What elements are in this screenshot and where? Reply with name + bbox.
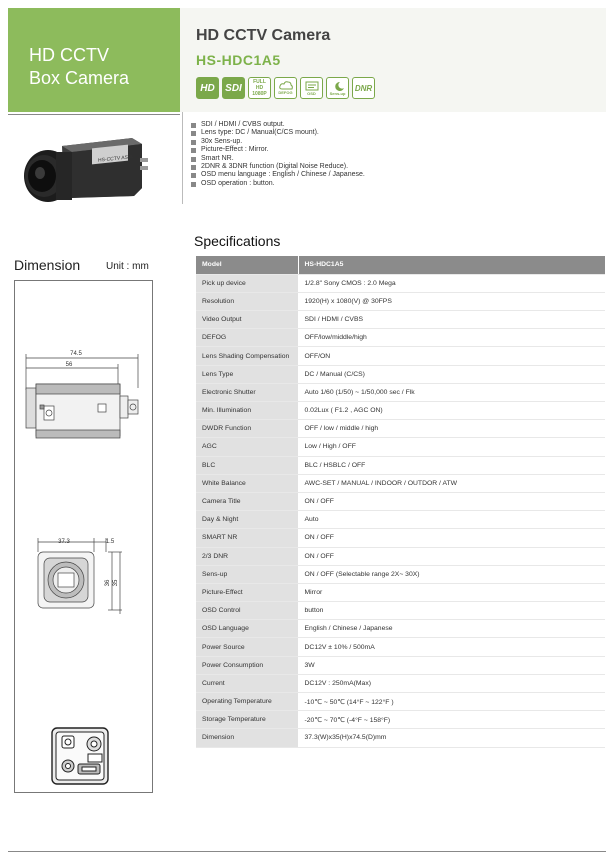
- dimension-title: Dimension: [14, 257, 81, 273]
- side-overall-label: 74.5: [70, 351, 82, 357]
- spec-key: Dimension: [196, 729, 298, 747]
- spec-key: DWDR Function: [196, 420, 298, 438]
- product-header: [180, 8, 606, 112]
- feature-item: 30x Sens-up.: [190, 138, 365, 146]
- feature-item: OSD operation : button.: [190, 180, 365, 188]
- table-row: [196, 674, 605, 692]
- spec-value: BLC / HSBLC / OFF: [298, 456, 605, 474]
- table-row: [196, 511, 605, 529]
- spec-value: 1/2.8" Sony CMOS : 2.0 Mega: [298, 274, 605, 292]
- specifications-table: [196, 256, 605, 748]
- spec-key: Min. Illumination: [196, 402, 298, 420]
- table-row: [196, 711, 605, 729]
- front-width-label: 37.3: [58, 539, 70, 545]
- spec-key: Electronic Shutter: [196, 383, 298, 401]
- svg-text:HS-CCTV ASIA: HS-CCTV ASIA: [98, 154, 133, 164]
- table-row: [196, 620, 605, 638]
- table-row: [196, 383, 605, 401]
- spec-key: Storage Temperature: [196, 711, 298, 729]
- spec-value: HS-HDC1A5: [298, 256, 605, 274]
- spec-key: Model: [196, 256, 298, 274]
- spec-key: Current: [196, 674, 298, 692]
- spec-value: -10℃ ~ 50℃ (14°F ~ 122°F ): [298, 693, 605, 711]
- spec-value: ON / OFF: [298, 529, 605, 547]
- camera-photo: [20, 132, 150, 212]
- table-row: [196, 329, 605, 347]
- spec-value: OFF/low/middle/high: [298, 329, 605, 347]
- table-row: [196, 474, 605, 492]
- specifications-title: Specifications: [194, 233, 281, 249]
- spec-value: 1920(H) x 1080(V) @ 30FPS: [298, 292, 605, 310]
- category-line-1: HD CCTV: [29, 45, 109, 65]
- spec-key: AGC: [196, 438, 298, 456]
- spec-value: Auto 1/60 (1/50) ~ 1/50,000 sec / Flk: [298, 383, 605, 401]
- feature-item: OSD menu language : English / Chinese / Japanese.: [190, 171, 365, 179]
- spec-value: DC12V ± 10% / 500mA: [298, 638, 605, 656]
- table-row: [196, 565, 605, 583]
- spec-key: Picture-Effect: [196, 583, 298, 601]
- spec-key: OSD Language: [196, 620, 298, 638]
- table-row: [196, 420, 605, 438]
- spec-value: AWC-SET / MANUAL / INDOOR / OUTDOR / ATW: [298, 474, 605, 492]
- category-line-2: Box Camera: [29, 68, 130, 88]
- spec-key: 2/3 DNR: [196, 547, 298, 565]
- product-model: HS-HDC1A5: [196, 52, 281, 68]
- menu-screen-icon: [305, 81, 319, 91]
- osd-badge-icon: OSD: [300, 77, 323, 99]
- sdi-badge-icon: SDI: [222, 77, 245, 99]
- spec-key: Day & Night: [196, 511, 298, 529]
- table-row: [196, 547, 605, 565]
- full-hd-badge-icon: FULL HD 1080P: [248, 77, 271, 99]
- table-row: [196, 583, 605, 601]
- table-row: [196, 529, 605, 547]
- spec-value: DC / Manual (C/CS): [298, 365, 605, 383]
- table-row: [196, 602, 605, 620]
- dimension-drawings: [14, 280, 153, 793]
- spec-key: DEFOG: [196, 329, 298, 347]
- table-row: [196, 729, 605, 747]
- table-row: [196, 456, 605, 474]
- spec-key: Video Output: [196, 311, 298, 329]
- feature-list: [190, 121, 365, 188]
- feature-item: Picture-Effect : Mirror.: [190, 146, 365, 154]
- spec-key: White Balance: [196, 474, 298, 492]
- spec-key: Power Consumption: [196, 656, 298, 674]
- feature-item: Smart NR.: [190, 155, 365, 163]
- bottom-divider: [8, 851, 606, 852]
- spec-value: Mirror: [298, 583, 605, 601]
- spec-value: button: [298, 602, 605, 620]
- spec-value: ON / OFF: [298, 547, 605, 565]
- spec-value: OFF / low / middle / high: [298, 420, 605, 438]
- spec-value: 3W: [298, 656, 605, 674]
- dnr-badge-icon: DNR: [352, 77, 375, 99]
- table-row: [196, 311, 605, 329]
- spec-key: Camera Title: [196, 492, 298, 510]
- product-title: HD CCTV Camera: [196, 27, 331, 44]
- spec-value: Low / High / OFF: [298, 438, 605, 456]
- spec-value: English / Chinese / Japanese: [298, 620, 605, 638]
- spec-key: Lens Shading Compensation: [196, 347, 298, 365]
- left-divider: [8, 114, 180, 115]
- table-row: [196, 274, 605, 292]
- spec-key: Lens Type: [196, 365, 298, 383]
- side-body-label: 56: [65, 362, 73, 368]
- table-row: [196, 402, 605, 420]
- table-row: [196, 347, 605, 365]
- moon-icon: [331, 81, 345, 91]
- table-row: [196, 365, 605, 383]
- dimension-unit: Unit : mm: [106, 261, 149, 272]
- hd-badge-icon: HD: [196, 77, 219, 99]
- spec-key: Pick up device: [196, 274, 298, 292]
- feature-item: SDI / HDMI / CVBS output.: [190, 121, 365, 129]
- feature-badges: [196, 77, 375, 99]
- spec-key: SMART NR: [196, 529, 298, 547]
- defog-badge-icon: DEFOG: [274, 77, 297, 99]
- spec-value: Auto: [298, 511, 605, 529]
- spec-value: SDI / HDMI / CVBS: [298, 311, 605, 329]
- table-row: [196, 693, 605, 711]
- spec-value: 37.3(W)x35(H)x74.5(D)mm: [298, 729, 605, 747]
- spec-key: OSD Control: [196, 602, 298, 620]
- feature-item: 2DNR & 3DNR function (Digital Noise Reduce).: [190, 163, 365, 171]
- front-view-drawing: [38, 538, 122, 614]
- table-header-row: [196, 256, 605, 274]
- feature-item: Lens type: DC / Manual(C/CS mount).: [190, 129, 365, 137]
- table-row: [196, 656, 605, 674]
- category-banner: [8, 8, 180, 112]
- table-row: [196, 638, 605, 656]
- spec-key: Operating Temperature: [196, 693, 298, 711]
- front-height-label-2: 35: [113, 579, 119, 587]
- spec-value: -20℃ ~ 70℃ (-4°F ~ 158°F): [298, 711, 605, 729]
- rear-view-drawing: [52, 728, 108, 784]
- front-height-label-1: 36: [105, 579, 111, 587]
- spec-key: Power Source: [196, 638, 298, 656]
- cloud-icon: [279, 81, 293, 90]
- spec-value: ON / OFF (Selectable range 2X~ 30X): [298, 565, 605, 583]
- spec-value: 0.02Lux ( F1.2 , AGC ON): [298, 402, 605, 420]
- spec-value: DC12V : 250mA(Max): [298, 674, 605, 692]
- spec-value: ON / OFF: [298, 492, 605, 510]
- side-view-drawing: [26, 354, 138, 438]
- spec-key: Sens-up: [196, 565, 298, 583]
- table-row: [196, 292, 605, 310]
- table-row: [196, 492, 605, 510]
- category-title: [29, 44, 129, 90]
- spec-key: BLC: [196, 456, 298, 474]
- sens-up-badge-icon: Sens-up: [326, 77, 349, 99]
- feature-divider: [182, 112, 183, 204]
- spec-value: OFF/ON: [298, 347, 605, 365]
- front-offset-label: 1.5: [105, 539, 115, 545]
- spec-key: Resolution: [196, 292, 298, 310]
- table-row: [196, 438, 605, 456]
